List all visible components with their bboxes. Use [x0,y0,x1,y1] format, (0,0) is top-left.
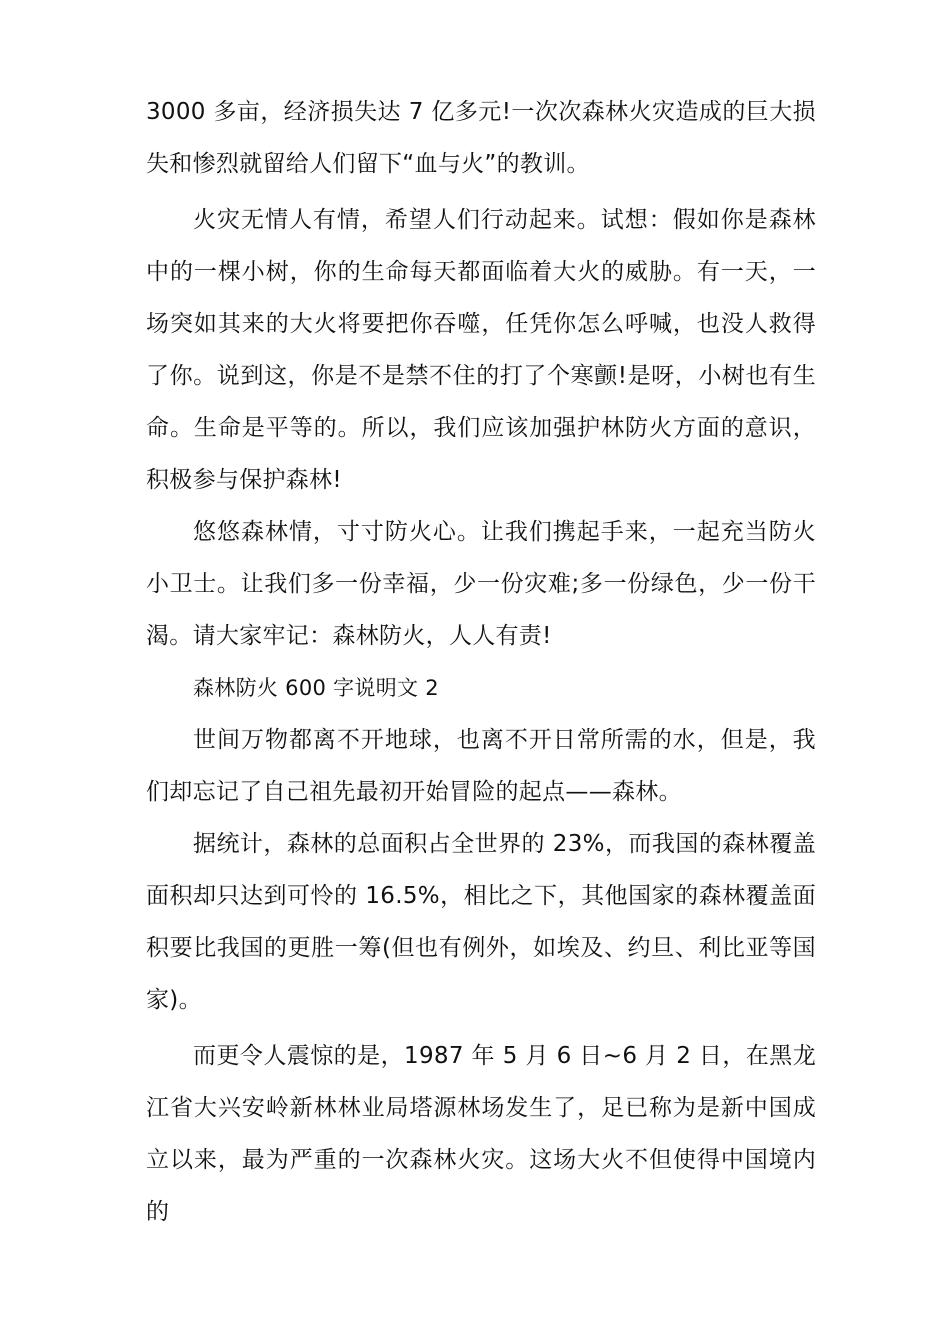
section-heading: 森林防火 600 字说明文 2 [193,676,439,700]
paragraph: 据统计，森林的总面积占全世界的 23%，而我国的森林覆盖面积却只达到可怜的 16.5%，相比之下，其他国家的森林覆盖面积要比我国的更胜一筹(但也有例外，如埃及、约旦、利比亚等国家)。 [146,831,816,1013]
paragraph-1-block [146,86,816,190]
paragraph: 世间万物都离不开地球，也离不开日常所需的水，但是，我们却忘记了自己祖先最初开始冒险的起点——森林。 [146,727,816,805]
paragraph: 而更令人震惊的是，1987 年 5 月 6 日~6 月 2 日，在黑龙江省大兴安岭新林林业局塔源林场发生了，足已称为是新中国成立以来，最为严重的一次森林火灾。这场大火不但使得中国境内的 [146,1043,816,1225]
section-heading-block [146,662,816,714]
paragraph: 3000 多亩，经济损失达 7 亿多元!一次次森林火灾造成的巨大损失和惨烈就留给人们留下“血与火”的教训。 [146,99,816,177]
paragraph-3-block [146,506,816,662]
paragraph: 火灾无情人有情，希望人们行动起来。试想：假如你是森林中的一棵小树，你的生命每天都面临着大火的威胁。有一天，一场突如其来的大火将要把你吞噬，任凭你怎么呼喊，也没人救得了你。说到这，你是不是禁不住的打了个寒颤!是呀，小树也有生命。生命是平等的。所以，我们应该加强护林防火方面的意识，积极参与保护森林! [146,207,816,493]
paragraph-7-block [146,1030,816,1238]
paragraph-6-block [146,818,816,1026]
paragraph-2-block [146,194,816,506]
paragraph-5-block [146,714,816,818]
paragraph: 悠悠森林情，寸寸防火心。让我们携起手来，一起充当防火小卫士。让我们多一份幸福，少一份灾难;多一份绿色，少一份干渴。请大家牢记：森林防火，人人有责! [146,519,816,649]
